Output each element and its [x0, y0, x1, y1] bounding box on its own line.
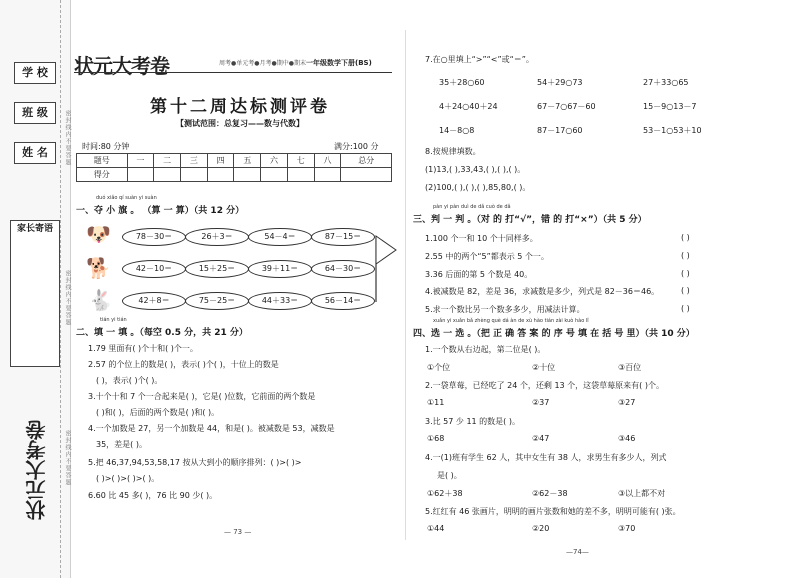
question-line: 是( )。 — [437, 471, 462, 480]
flag-icon — [374, 234, 398, 304]
answer-paren[interactable]: ( ) — [681, 233, 690, 242]
score-cell[interactable] — [314, 168, 341, 182]
question-line: 6.60 比 45 多( )，76 比 90 少( )。 — [88, 491, 218, 500]
option[interactable]: ①68 — [427, 434, 445, 443]
page-number: — 73 — — [224, 528, 252, 536]
option[interactable]: ②62－38 — [532, 489, 568, 498]
section-pinyin: duó xiǎo qí suàn yi suàn — [96, 195, 157, 201]
table-cell: 二 — [154, 154, 181, 168]
question-line: 1.一个数从右边起，第二位是( )。 — [425, 345, 546, 354]
option[interactable]: ②十位 — [532, 363, 556, 372]
calc-pill[interactable]: 56－14＝ — [311, 292, 375, 310]
question-line: 1.100 个一和 10 个十同样多。 — [425, 234, 538, 243]
option[interactable]: ③百位 — [618, 363, 642, 372]
question-line: 5.把 46,37,94,53,58,17 按从大到小的顺序排列：( )>( )> — [88, 458, 302, 467]
question-line: ( )，表示( )个( )。 — [96, 376, 163, 385]
header-rule — [74, 72, 392, 73]
table-cell: 八 — [314, 154, 341, 168]
calc-pill[interactable]: 87－15＝ — [311, 228, 375, 246]
option[interactable]: ③70 — [618, 524, 636, 533]
option[interactable]: ②20 — [532, 524, 550, 533]
question-line: 35，差是( )。 — [96, 440, 147, 449]
answer-paren[interactable]: ( ) — [681, 304, 690, 313]
table-cell: 六 — [261, 154, 288, 168]
question-line: 4.被减数是 82，差是 36，求减数是多少，列式是 82－36＝46。 — [425, 287, 660, 296]
score-cell[interactable] — [261, 168, 288, 182]
section-4-title: 四、选 一 选 。（把 正 确 答 案 的 序 号 填 在 括 号 里）（共 10 分） — [413, 329, 695, 339]
table-cell: 四 — [207, 154, 234, 168]
score-cell[interactable] — [207, 168, 234, 182]
question-line: 3.十个十和 7 个一合起来是( )，它是( )位数，它前面的两个数是 — [88, 392, 316, 401]
table-cell: 一 — [127, 154, 154, 168]
compare-item: 15－9○13－7 — [643, 102, 697, 111]
table-cell: 总分 — [341, 154, 392, 168]
answer-paren[interactable]: ( ) — [681, 269, 690, 278]
option[interactable]: ③27 — [618, 398, 636, 407]
exam-types: 周考●单元考●月考●期中●期末 — [219, 60, 306, 67]
compare-item: 4＋24○40＋24 — [439, 102, 498, 111]
dog-icon: 🐕 — [86, 256, 111, 280]
option[interactable]: ③46 — [618, 434, 636, 443]
section-pinyin: pàn yi pàn duì de dǎ cuò de dǎ — [433, 204, 511, 210]
table-cell: 七 — [287, 154, 314, 168]
answer-paren[interactable]: ( ) — [681, 286, 690, 295]
calc-pill[interactable]: 75－25＝ — [185, 292, 249, 310]
question-line: 5.求一个数比另一个数多多少，用减法计算。 — [425, 305, 585, 314]
question-line: ( )和( )，后面的两个数是( )和( )。 — [96, 408, 220, 417]
page-title: 第十二周达标测评卷 — [150, 97, 330, 117]
question-line: 2.57 的个位上的数是( )，表示( )个( )，十位上的数是 — [88, 360, 279, 369]
rabbit-icon: 🐇 — [88, 288, 113, 312]
cut-line — [60, 0, 61, 578]
score-cell[interactable] — [154, 168, 181, 182]
option[interactable]: ②37 — [532, 398, 550, 407]
dog-icon: 🐶 — [86, 222, 111, 246]
question-line: (1)13,( ),33,43,( ),( ),( )。 — [425, 165, 526, 174]
option[interactable]: ①11 — [427, 398, 445, 407]
question-line: ( )>( )>( )>( )。 — [96, 474, 160, 483]
option[interactable]: ②47 — [532, 434, 550, 443]
question-line: 8.按规律填数。 — [425, 147, 481, 156]
test-scope: 【测试范围：总复习——数与代数】 — [176, 119, 304, 128]
question-line: 2.55 中的两个“5”都表示 5 个一。 — [425, 252, 549, 261]
option[interactable]: ①44 — [427, 524, 445, 533]
calc-pill[interactable]: 15＋25＝ — [185, 260, 249, 278]
option[interactable]: ①62＋38 — [427, 489, 463, 498]
answer-paren[interactable]: ( ) — [681, 251, 690, 260]
section-3-title: 三、判 一 判 。（对 的 打“√”，错 的 打“×”）（共 5 分） — [413, 215, 647, 225]
time-limit: 时间:80 分钟 — [82, 142, 130, 151]
section-pinyin: tián yi tián — [100, 317, 127, 323]
calc-pill[interactable]: 26＋3＝ — [185, 228, 249, 246]
page-divider — [405, 30, 406, 540]
score-cell[interactable] — [127, 168, 154, 182]
seal-notice: 密封线内不要答题 — [64, 110, 71, 166]
compare-item: 35＋28○60 — [439, 78, 485, 87]
score-table-header — [77, 154, 392, 168]
question-line: 1.79 里面有( )个十和( )个一。 — [88, 344, 198, 353]
question-line: 4.一个加数是 27，另一个加数是 44，和是( )。被减数是 53，减数是 — [88, 424, 335, 433]
calc-pill[interactable]: 64－30＝ — [311, 260, 375, 278]
compare-item: 67－7○67－60 — [537, 102, 596, 111]
name-label: 姓 名 — [14, 142, 56, 164]
section-2-title: 二、填 一 填 。（每空 0.5 分，共 21 分） — [76, 328, 248, 338]
question-line: 4.一(1)班有学生 62 人，其中女生有 38 人，求男生有多少人，列式 — [425, 453, 667, 462]
parent-message-area — [10, 236, 60, 367]
question-line: 5.红红有 46 张画片，明明的画片张数和她的差不多，明明可能有( )张。 — [425, 507, 681, 516]
score-cell[interactable] — [287, 168, 314, 182]
question-line: 3.36 后面的第 5 个数是 40。 — [425, 270, 533, 279]
table-cell: 五 — [234, 154, 261, 168]
compare-item: 87－17○60 — [537, 126, 583, 135]
option[interactable]: ③以上都不对 — [618, 489, 666, 498]
question-line: 7.在○里填上“>”“<”或“＝”。 — [425, 55, 534, 64]
seal-notice: 密封线内不要答题 — [64, 270, 71, 326]
section-pinyin: xuǎn yi xuǎn bǎ zhèng què dá àn de xù hào tián zài kuò hào lǐ — [433, 318, 589, 324]
question-line: 2.一袋草莓，已经吃了 24 个，还剩 13 个，这袋草莓原来有( )个。 — [425, 381, 664, 390]
option[interactable]: ①个位 — [427, 363, 451, 372]
seal-notice: 密封线内不要答题 — [64, 430, 71, 486]
compare-item: 54＋29○73 — [537, 78, 583, 87]
table-cell: 三 — [180, 154, 207, 168]
calc-pill[interactable]: 39＋11＝ — [248, 260, 312, 278]
section-1-title: 一、夺 小 旗 。 （算 一 算）（共 12 分） — [76, 206, 245, 216]
score-table-row — [77, 168, 392, 182]
calc-pill[interactable]: 54－4＝ — [248, 228, 312, 246]
score-table — [76, 153, 392, 182]
calc-pill[interactable]: 44＋33＝ — [248, 292, 312, 310]
score-cell[interactable] — [234, 168, 261, 182]
calc-pill[interactable]: 42＋8＝ — [122, 292, 186, 310]
question-line: (2)100,( ),( ),( ),85,80,( )。 — [425, 183, 531, 192]
school-label: 学 校 — [14, 62, 56, 84]
score-cell[interactable] — [341, 168, 392, 182]
table-cell: 得分 — [77, 168, 128, 182]
compare-item: 27＋33○65 — [643, 78, 689, 87]
parent-message-label: 家长寄语 — [10, 220, 60, 238]
calc-pill[interactable]: 78－30＝ — [122, 228, 186, 246]
table-cell: 题号 — [77, 154, 128, 168]
grade-label: 一年级数学下册(BS) — [306, 59, 372, 67]
question-line: 3.比 57 少 11 的数是( )。 — [425, 417, 520, 426]
score-cell[interactable] — [180, 168, 207, 182]
class-label: 班 级 — [14, 102, 56, 124]
compare-item: 14－8○8 — [439, 126, 475, 135]
side-logo: 状元大考卷 — [25, 420, 49, 520]
full-score: 满分:100 分 — [334, 142, 379, 151]
calc-pill[interactable]: 42－10＝ — [122, 260, 186, 278]
brand-logo: 状元大考卷 — [74, 54, 169, 78]
page-number: —74— — [566, 548, 589, 556]
compare-item: 53－1○53＋10 — [643, 126, 702, 135]
